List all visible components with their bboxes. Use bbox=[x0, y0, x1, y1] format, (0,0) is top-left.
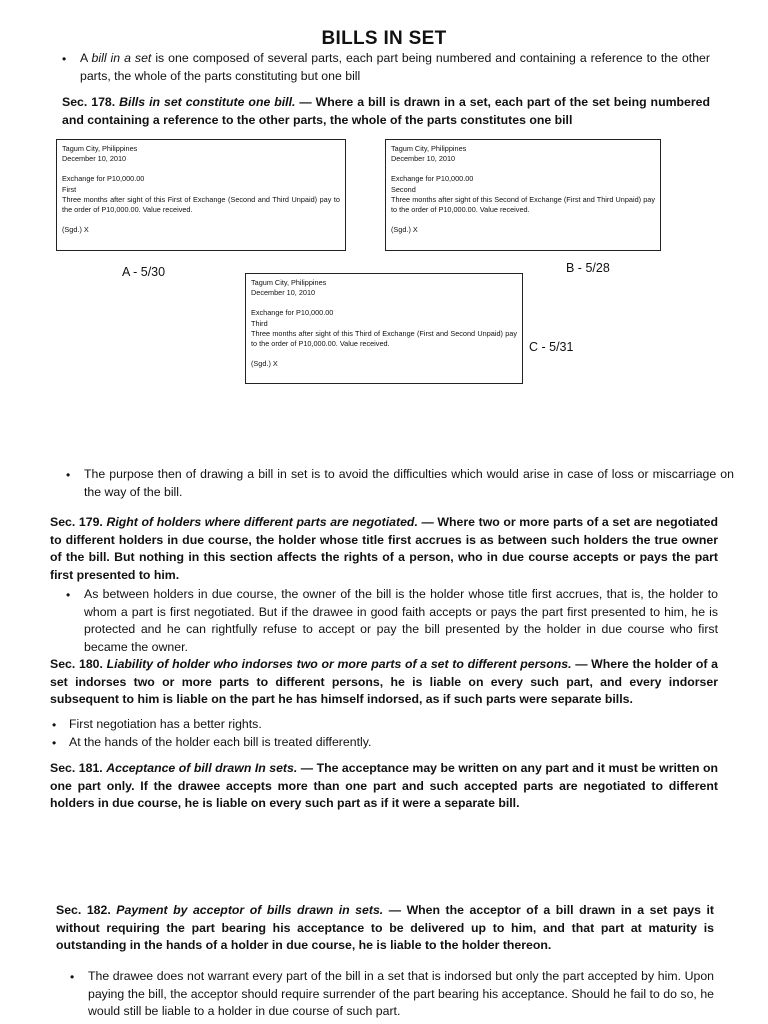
bullet-marker: • bbox=[66, 588, 71, 602]
bill-second: Tagum City, Philippines December 10, 2010 Exchange for P10,000.00 Second Three months after sight of this Second of Exchange (First and Third Unpaid) pay to the order of P10,000.00. Value received. (Sgd.) X bbox=[385, 139, 661, 251]
purpose-note: The purpose then of drawing a bill in set is to avoid the difficulties which would arise in case of loss or miscarriage on the way of the bill. bbox=[84, 467, 734, 499]
defined-term: bill in a set bbox=[91, 51, 152, 65]
sec-179: Sec. 179. Right of holders where different parts are negotiated. — Where two or more parts of a set are negotiated to different holders in due course, the holder whose title first accrues is as between such holders the true owner of the bill. But nothing in this section affects the rights of a person, who in due course accepts or pays the part first presented to him. bbox=[50, 515, 719, 582]
page-title: BILLS IN SET bbox=[321, 28, 447, 49]
bill-c-label: C - 5/31 bbox=[529, 340, 574, 354]
sec-181: Sec. 181. Acceptance of bill drawn In sets. — The acceptance may be written on any part and it must be written on one part only. If the drawee accepts more than one part and such accepted parts are negotiated to different holders in due course, he is liable on every such part as if it were a separate bill. bbox=[50, 761, 718, 811]
sec-182-note: The drawee does not warrant every part of the bill in a set that is indorsed but only the part accepted by him. Upon paying the bill, the acceptor should require surrender of the part bearing his acceptance. Should he fail to do so, he would still be liable to a holder in due course of such part. bbox=[88, 969, 714, 1019]
bullet-marker: • bbox=[62, 52, 67, 66]
bill-third: Tagum City, Philippines December 10, 2010 Exchange for P10,000.00 Third Three months after sight of this Third of Exchange (First and Second Unpaid) pay to the order of P10,000.00. Value received. (Sgd.) X bbox=[245, 273, 523, 384]
bill-a-label: A - 5/30 bbox=[122, 265, 166, 279]
sec-180: Sec. 180. Liability of holder who indorses two or more parts of a set to different persons. — Where the holder of a set indorses two or more parts to different persons, he is liable on every such part, and every indorser subsequent to him is liable on the part he has himself indorsed, as if such parts were separate bills. bbox=[50, 657, 719, 707]
sec-180-note: At the hands of the holder each bill is treated differently. bbox=[69, 735, 372, 749]
bullet-marker: • bbox=[66, 468, 71, 482]
sec-179-note: As between holders in due course, the owner of the bill is the holder whose title first accrues, that is, the holder to whom a part is first negotiated. But if the drawee in good faith accepts or pays the part first presented to him, he is protected and he can rightfully refuse to accept or pay the bill presented by the holder in due course who first became the owner. bbox=[84, 587, 718, 654]
intro-definition: A bill in a set is one composed of several parts, each part being numbered and containing a reference to the other parts, the whole of the parts constituting but one bill bbox=[80, 51, 710, 83]
bullet-marker: • bbox=[52, 718, 57, 732]
bill-first: Tagum City, Philippines December 10, 2010 Exchange for P10,000.00 First Three months after sight of this First of Exchange (Second and Third Unpaid) pay to the order of P10,000.00. Value received. (Sgd.) X bbox=[56, 139, 346, 251]
sec-178: Sec. 178. Bills in set constitute one bill. — Where a bill is drawn in a set, each part of the set being numbered and containing a reference to the other parts, the whole of the parts constitutes one bill bbox=[62, 95, 711, 127]
bullet-marker: • bbox=[52, 736, 57, 750]
sec-180-note: First negotiation has a better rights. bbox=[69, 717, 262, 731]
bill-b-label: B - 5/28 bbox=[566, 261, 610, 275]
sec-182: Sec. 182. Payment by acceptor of bills drawn in sets. — When the acceptor of a bill drawn in a set pays it without requiring the part bearing his acceptance to be delivered up to him, and that part at maturity is outstanding in the hands of a holder in due course, he is liable to the holder thereon. bbox=[56, 903, 714, 953]
bullet-marker: • bbox=[70, 970, 75, 984]
